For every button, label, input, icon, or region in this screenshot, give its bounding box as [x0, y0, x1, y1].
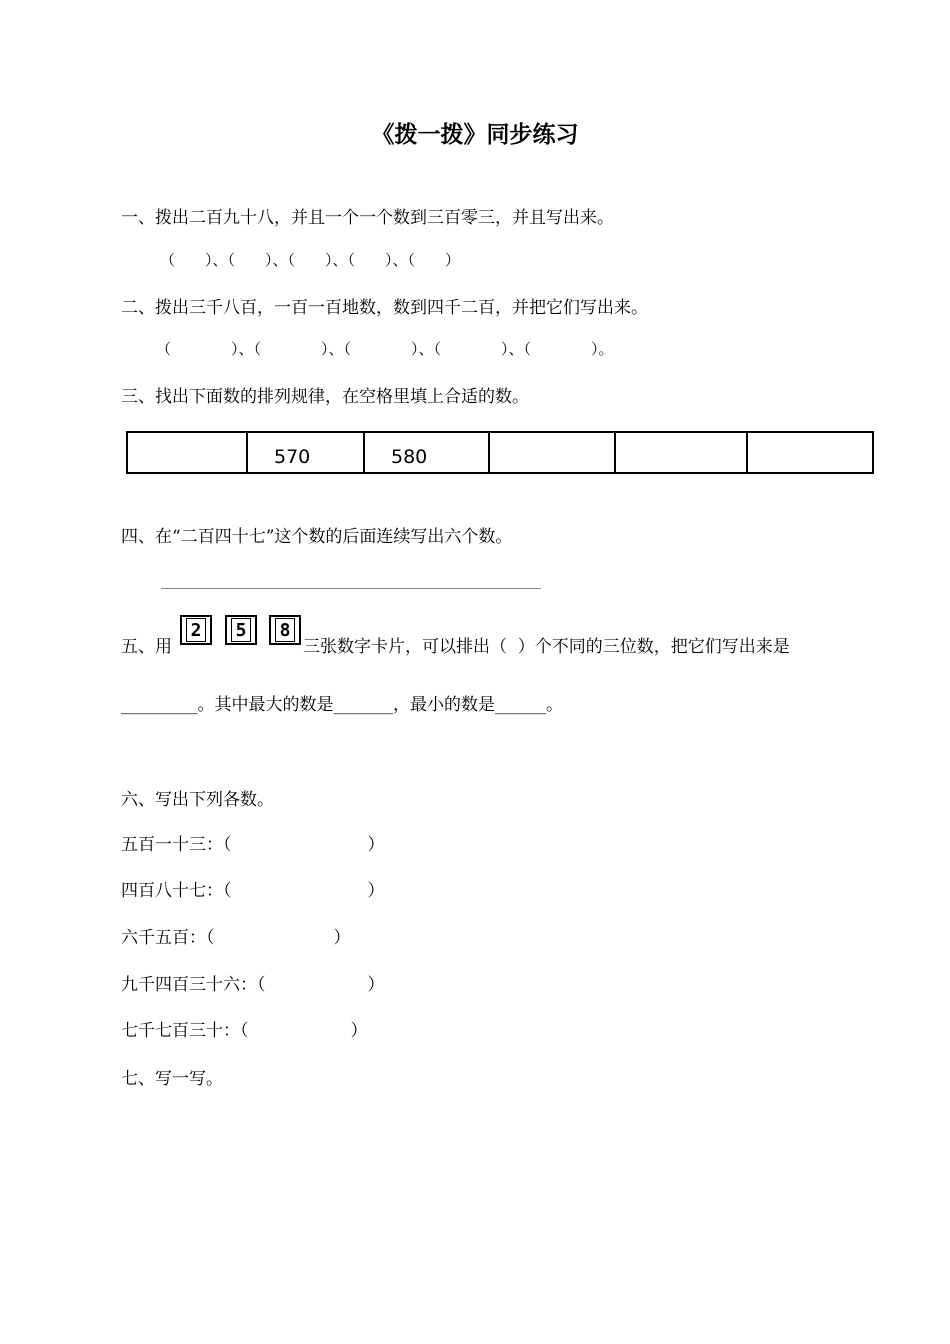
page-title: 《拨一拨》同步练习	[371, 122, 579, 148]
question-5-text: 三张数字卡片，可以排出（ ）个不同的三位数，把它们写出来是	[303, 637, 790, 657]
question-1: 一、拨出二百九十八，并且一个一个数到三百零三，并且写出来。	[121, 208, 614, 228]
question-7: 七、写一写。	[121, 1069, 223, 1089]
digit-card: 8	[269, 615, 301, 645]
question-5-answers[interactable]: _________。其中最大的数是_______，最小的数是______。	[121, 695, 563, 715]
answer-line[interactable]	[161, 588, 541, 589]
number-pattern-table	[126, 431, 874, 474]
pattern-cell[interactable]	[747, 432, 873, 473]
digit-card: 2	[180, 615, 212, 645]
question-2-blanks[interactable]: （ ）、（ ）、（ ）、（ ）、（ ）。	[156, 340, 614, 358]
question-1-blanks[interactable]: （ ）、（ ）、（ ）、（ ）、（ ）	[160, 251, 461, 269]
question-5-prefix: 五、用	[121, 637, 172, 657]
number-item[interactable]: 九千四百三十六：（ ）	[121, 975, 385, 995]
pattern-cell[interactable]	[489, 432, 615, 473]
question-3: 三、找出下面数的排列规律，在空格里填上合适的数。	[121, 387, 529, 407]
pattern-cell[interactable]	[615, 432, 747, 473]
digit-card: 5	[225, 615, 257, 645]
number-item[interactable]: 七千七百三十：（ ）	[121, 1021, 368, 1041]
pattern-cell: 580	[364, 432, 489, 473]
question-2: 二、拨出三千八百，一百一百地数，数到四千二百，并把它们写出来。	[121, 298, 648, 318]
number-item[interactable]: 五百一十三：（ ）	[121, 835, 385, 855]
question-6: 六、写出下列各数。	[121, 790, 274, 810]
question-4: 四、在“二百四十七”这个数的后面连续写出六个数。	[121, 527, 513, 547]
number-item[interactable]: 四百八十七：（ ）	[121, 881, 385, 901]
number-item[interactable]: 六千五百：（ ）	[121, 928, 351, 948]
pattern-cell[interactable]	[127, 432, 247, 473]
pattern-cell: 570	[247, 432, 364, 473]
